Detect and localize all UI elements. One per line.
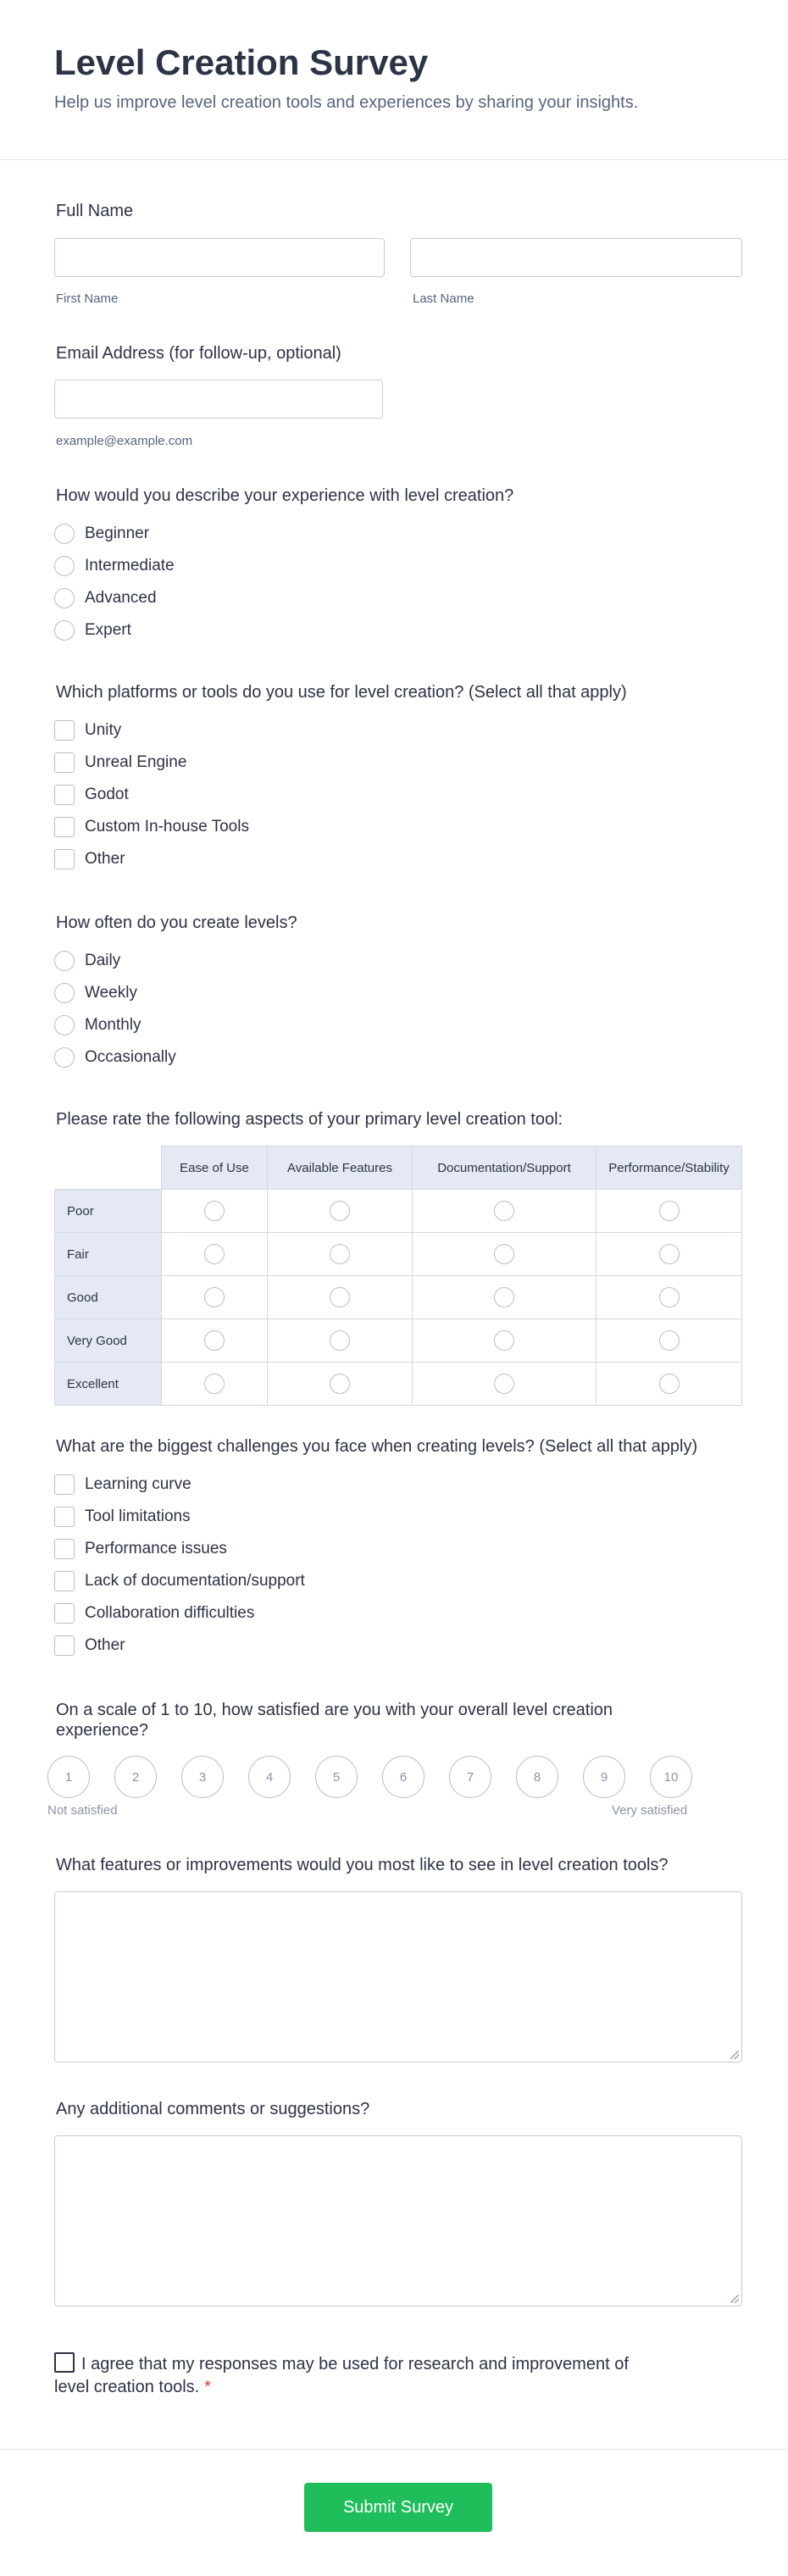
challenges-question: What are the biggest challenges you face when creating levels? (Select all that apply): [56, 1437, 698, 1456]
email-hint: example@example.com: [56, 434, 193, 448]
experience-option[interactable]: [54, 586, 157, 610]
option-label: Godot: [85, 786, 129, 803]
radio-button[interactable]: [54, 1047, 75, 1068]
matrix-row-label: Fair: [55, 1233, 162, 1276]
matrix-row-label: Good: [55, 1276, 162, 1319]
page-subtitle: Help us improve level creation tools and experiences by sharing your insights.: [54, 93, 639, 112]
matrix-cell[interactable]: [413, 1276, 597, 1319]
option-label: Intermediate: [85, 557, 175, 575]
scale-option-5[interactable]: 5: [315, 1756, 358, 1798]
rating-question: Please rate the following aspects of your primary level creation tool:: [56, 1110, 563, 1129]
platform-option[interactable]: [54, 751, 186, 774]
challenge-option[interactable]: [54, 1602, 254, 1625]
page-title: Level Creation Survey: [54, 42, 429, 82]
matrix-cell[interactable]: [268, 1319, 413, 1363]
submit-button[interactable]: Submit Survey: [304, 2483, 492, 2532]
scale-option-9[interactable]: 9: [583, 1756, 625, 1798]
matrix-row: [55, 1319, 742, 1363]
matrix-column-header: Documentation/Support: [413, 1146, 597, 1190]
frequency-option[interactable]: [54, 1046, 176, 1069]
features-textarea[interactable]: [54, 1891, 742, 2062]
matrix-row: [55, 1233, 742, 1276]
option-label: Daily: [85, 952, 121, 969]
challenge-option[interactable]: [54, 1634, 125, 1657]
matrix-column-header: Performance/Stability: [597, 1146, 742, 1190]
frequency-option[interactable]: [54, 1013, 142, 1037]
radio-button[interactable]: [330, 1330, 350, 1351]
checkbox[interactable]: [54, 849, 75, 869]
challenge-option[interactable]: [54, 1505, 191, 1529]
checkbox[interactable]: [54, 1507, 75, 1527]
rating-matrix: [54, 1146, 742, 1406]
matrix-cell[interactable]: [597, 1276, 742, 1319]
checkbox[interactable]: [54, 720, 75, 741]
checkbox[interactable]: [54, 1603, 75, 1624]
option-label: Expert: [85, 621, 131, 639]
matrix-cell[interactable]: [597, 1363, 742, 1406]
required-mark: *: [204, 2378, 211, 2396]
agreement-field[interactable]: [54, 2352, 664, 2399]
scale-option-6[interactable]: 6: [382, 1756, 425, 1798]
scale-high-label: Very satisfied: [612, 1803, 688, 1818]
matrix-cell[interactable]: [413, 1319, 597, 1363]
matrix-cell[interactable]: [162, 1233, 268, 1276]
radio-button[interactable]: [54, 983, 75, 1003]
form-header: [0, 0, 788, 160]
option-label: Beginner: [85, 525, 150, 542]
radio-button[interactable]: [494, 1330, 514, 1351]
matrix-corner: [55, 1146, 162, 1190]
satisfaction-question: On a scale of 1 to 10, how satisfied are you with your overall level creation experience?: [56, 1701, 613, 1740]
scale-option-1[interactable]: 1: [47, 1756, 90, 1798]
first-name-input[interactable]: [54, 238, 385, 277]
radio-button[interactable]: [494, 1201, 514, 1221]
experience-option[interactable]: [54, 522, 149, 546]
matrix-cell[interactable]: [413, 1190, 597, 1233]
matrix-row: [55, 1363, 742, 1406]
last-name-sublabel: Last Name: [413, 291, 474, 306]
email-label: Email Address (for follow-up, optional): [56, 344, 341, 363]
radio-button[interactable]: [54, 588, 75, 608]
option-label: Tool limitations: [85, 1507, 191, 1525]
radio-button[interactable]: [494, 1287, 514, 1307]
option-label: Unreal Engine: [85, 753, 187, 771]
radio-button[interactable]: [204, 1330, 225, 1351]
challenge-option[interactable]: [54, 1537, 227, 1561]
radio-button[interactable]: [659, 1201, 680, 1221]
radio-button[interactable]: [54, 556, 75, 576]
radio-button[interactable]: [659, 1244, 680, 1264]
checkbox[interactable]: [54, 785, 75, 805]
matrix-cell[interactable]: [162, 1319, 268, 1363]
option-label: Custom In-house Tools: [85, 818, 249, 836]
agreement-checkbox[interactable]: [54, 2352, 75, 2373]
features-question: What features or improvements would you most like to see in level creation tools?: [56, 1856, 669, 1874]
matrix-cell[interactable]: [597, 1319, 742, 1363]
platform-option[interactable]: [54, 847, 125, 871]
checkbox[interactable]: [54, 1635, 75, 1656]
checkbox[interactable]: [54, 1474, 75, 1495]
option-label: Monthly: [85, 1016, 142, 1034]
option-label: Other: [85, 1636, 125, 1654]
matrix-cell[interactable]: [597, 1233, 742, 1276]
experience-question: How would you describe your experience with level creation?: [56, 486, 514, 505]
option-label: Lack of documentation/support: [85, 1572, 305, 1590]
checkbox[interactable]: [54, 752, 75, 773]
matrix-row-label: Excellent: [55, 1363, 162, 1406]
scale-option-2[interactable]: 2: [114, 1756, 157, 1798]
last-name-input[interactable]: [410, 238, 742, 277]
matrix-row-label: Poor: [55, 1190, 162, 1233]
matrix-cell[interactable]: [413, 1363, 597, 1406]
checkbox[interactable]: [54, 817, 75, 837]
radio-button[interactable]: [659, 1374, 680, 1394]
radio-button[interactable]: [54, 1015, 75, 1035]
radio-button[interactable]: [494, 1244, 514, 1264]
radio-button[interactable]: [330, 1201, 350, 1221]
option-label: Learning curve: [85, 1475, 191, 1493]
frequency-option[interactable]: [54, 949, 120, 973]
matrix-column-header: Available Features: [268, 1146, 413, 1190]
matrix-cell[interactable]: [268, 1190, 413, 1233]
matrix-row: [55, 1276, 742, 1319]
radio-button[interactable]: [54, 620, 75, 641]
matrix-cell[interactable]: [162, 1363, 268, 1406]
radio-button[interactable]: [54, 524, 75, 544]
option-label: Weekly: [85, 984, 137, 1002]
experience-option[interactable]: [54, 554, 175, 578]
radio-button[interactable]: [659, 1330, 680, 1351]
first-name-sublabel: First Name: [56, 291, 119, 306]
scale-option-4[interactable]: 4: [248, 1756, 291, 1798]
frequency-question: How often do you create levels?: [56, 913, 297, 932]
option-label: Collaboration difficulties: [85, 1604, 255, 1622]
option-label: Unity: [85, 721, 122, 739]
matrix-cell[interactable]: [162, 1190, 268, 1233]
experience-option[interactable]: [54, 619, 131, 642]
scale-option-10[interactable]: 10: [650, 1756, 692, 1798]
matrix-cell[interactable]: [268, 1233, 413, 1276]
matrix-column-header: Ease of Use: [162, 1146, 268, 1190]
matrix-cell[interactable]: [162, 1276, 268, 1319]
frequency-option[interactable]: [54, 981, 137, 1005]
full-name-label: Full Name: [56, 202, 134, 220]
platform-option[interactable]: [54, 719, 121, 742]
agreement-label: I agree that my responses may be used for research and improvement of level creation tools.: [54, 2355, 629, 2396]
email-input[interactable]: [54, 380, 383, 419]
option-label: Occasionally: [85, 1048, 176, 1066]
challenge-option[interactable]: [54, 1473, 191, 1496]
option-label: Performance issues: [85, 1540, 227, 1557]
radio-button[interactable]: [204, 1287, 225, 1307]
matrix-cell[interactable]: [268, 1276, 413, 1319]
scale-option-8[interactable]: 8: [516, 1756, 558, 1798]
challenge-option[interactable]: [54, 1569, 305, 1593]
resize-handle-icon[interactable]: [730, 2295, 739, 2303]
platform-option[interactable]: [54, 783, 129, 807]
platforms-question: Which platforms or tools do you use for level creation? (Select all that apply): [56, 683, 627, 702]
radio-button[interactable]: [204, 1374, 225, 1394]
matrix-row: [55, 1190, 742, 1233]
footer-divider: [0, 2449, 788, 2450]
radio-button[interactable]: [330, 1374, 350, 1394]
matrix-cell[interactable]: [413, 1233, 597, 1276]
radio-button[interactable]: [494, 1374, 514, 1394]
matrix-row-label: Very Good: [55, 1319, 162, 1363]
matrix-cell[interactable]: [268, 1363, 413, 1406]
radio-button[interactable]: [54, 951, 75, 971]
radio-button[interactable]: [330, 1244, 350, 1264]
option-label: Other: [85, 850, 125, 868]
option-label: Advanced: [85, 589, 157, 607]
scale-option-7[interactable]: 7: [449, 1756, 491, 1798]
resize-handle-icon[interactable]: [730, 2051, 739, 2059]
checkbox[interactable]: [54, 1539, 75, 1559]
scale-low-label: Not satisfied: [47, 1803, 118, 1818]
matrix-cell[interactable]: [597, 1190, 742, 1233]
platform-option[interactable]: [54, 815, 249, 839]
scale-option-3[interactable]: 3: [181, 1756, 224, 1798]
radio-button[interactable]: [204, 1201, 225, 1221]
checkbox[interactable]: [54, 1571, 75, 1591]
radio-button[interactable]: [330, 1287, 350, 1307]
radio-button[interactable]: [659, 1287, 680, 1307]
comments-question: Any additional comments or suggestions?: [56, 2100, 370, 2118]
radio-button[interactable]: [204, 1244, 225, 1264]
comments-textarea[interactable]: [54, 2135, 742, 2307]
